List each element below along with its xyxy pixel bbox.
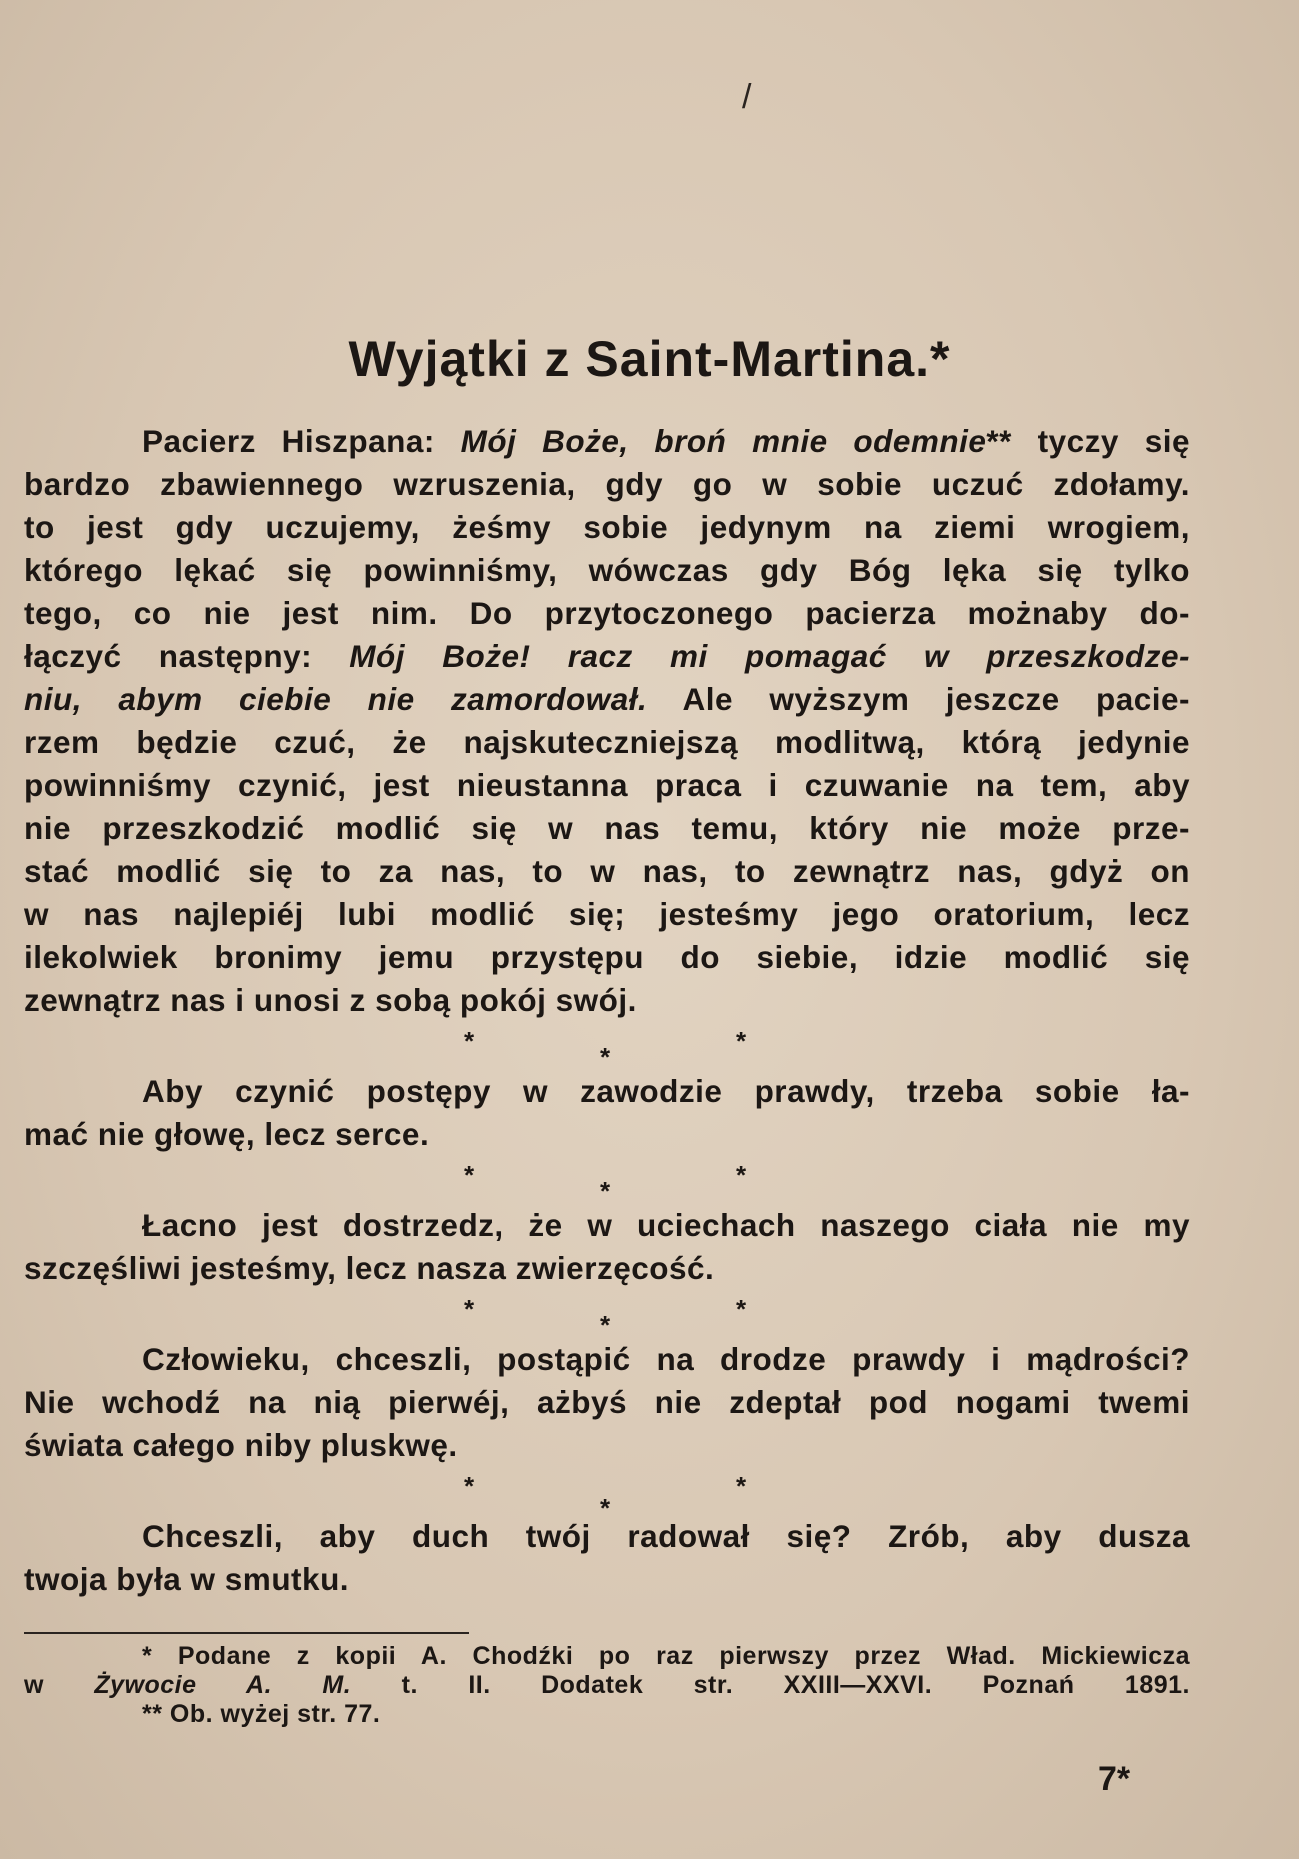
text-line: nie przeszkodzić modlić się w nas temu, który nie może prze-: [24, 810, 1190, 846]
text-line: zewnątrz nas i unosi z sobą pokój swój.: [24, 982, 637, 1018]
text-line: to jest gdy uczujemy, żeśmy sobie jedynym na ziemi wrogiem,: [24, 509, 1190, 545]
separator-star: *: [464, 1471, 475, 1501]
section-separator: [24, 1022, 1190, 1070]
section-separator: [24, 1156, 1190, 1204]
text-line: Pacierz Hiszpana: Mój Boże, broń mnie odemnie** tyczy się: [142, 423, 1190, 459]
text-line: którego lękać się powinniśmy, wówczas gdy Bóg lęka się tylko: [24, 552, 1190, 588]
separator-star: *: [600, 1042, 611, 1072]
text-line: stać modlić się to za nas, to w nas, to zewnątrz nas, gdyż on: [24, 853, 1190, 889]
footnotes: [24, 1642, 1190, 1729]
text-line: twoja była w smutku.: [24, 1561, 350, 1597]
text-line: w nas najlepiéj lubi modlić się; jesteśmy jego oratorium, lecz: [24, 896, 1190, 932]
footnote-line: ** Ob. wyżej str. 77.: [142, 1700, 381, 1728]
section-separator: [24, 1467, 1190, 1523]
separator-star: *: [736, 1294, 747, 1324]
separator-star: *: [736, 1026, 747, 1056]
paragraph-2: [24, 1070, 1190, 1156]
page-number: 7*: [1098, 1760, 1131, 1798]
separator-star: *: [464, 1294, 475, 1324]
text-line: Człowieku, chceszli, postąpić na drodze prawdy i mądrości?: [142, 1341, 1190, 1377]
separator-star: *: [600, 1310, 611, 1340]
text-line: mać nie głowę, lecz serce.: [24, 1116, 430, 1152]
text-line: szczęśliwi jesteśmy, lecz nasza zwierzęcość.: [24, 1250, 715, 1286]
page-title: Wyjątki z Saint-Martina.*: [348, 331, 951, 387]
text-line: tego, co nie jest nim. Do przytoczonego pacierza możnaby do-: [24, 595, 1190, 631]
separator-star: *: [736, 1471, 747, 1501]
footnote-line: * Podane z kopii A. Chodźki po raz pierwszy przez Wład. Mickiewicza: [142, 1642, 1190, 1670]
text-line: łączyć następny: Mój Boże! racz mi pomagać w przeszkodze-: [24, 638, 1190, 674]
paragraph-5: [24, 1515, 1190, 1601]
paragraph-3: [24, 1204, 1190, 1290]
text-line: powinniśmy czynić, jest nieustanna praca i czuwanie na tem, aby: [24, 767, 1190, 803]
separator-star: *: [464, 1026, 475, 1056]
text-line: ilekolwiek bronimy jemu przystępu do siebie, idzie modlić się: [24, 939, 1190, 975]
text-line: niu, abym ciebie nie zamordował. Ale wyższym jeszcze pacie-: [24, 681, 1190, 717]
footnote-divider: [24, 1632, 469, 1634]
separator-star: *: [464, 1160, 475, 1190]
text-line: rzem będzie czuć, że najskuteczniejszą modlitwą, którą jedynie: [24, 724, 1190, 760]
text-line: bardzo zbawiennego wzruszenia, gdy go w sobie uczuć zdołamy.: [24, 466, 1190, 502]
footnote-line: w Żywocie A. M. t. II. Dodatek str. XXIII—XXVI. Poznań 1891.: [24, 1671, 1190, 1699]
paragraph-4: [24, 1338, 1190, 1467]
text-line: Nie wchodź na nią pierwéj, ażbyś nie zdeptał pod nogami twemi: [24, 1384, 1190, 1420]
text-line: Łacno jest dostrzedz, że w uciechach naszego ciała nie my: [142, 1207, 1190, 1243]
section-separator: [24, 1290, 1190, 1338]
text-line: świata całego niby pluskwę.: [24, 1427, 458, 1463]
main-text: [24, 420, 1190, 1601]
text-line: Aby czynić postępy w zawodzie prawdy, trzeba sobie ła-: [142, 1073, 1190, 1109]
separator-star: *: [736, 1160, 747, 1190]
separator-star: *: [600, 1493, 611, 1523]
separator-star: *: [600, 1176, 611, 1206]
pencil-mark: /: [742, 78, 752, 116]
text-line: Chceszli, aby duch twój radował się? Zrób, aby dusza: [142, 1518, 1190, 1554]
paragraph-1: [24, 420, 1190, 1022]
